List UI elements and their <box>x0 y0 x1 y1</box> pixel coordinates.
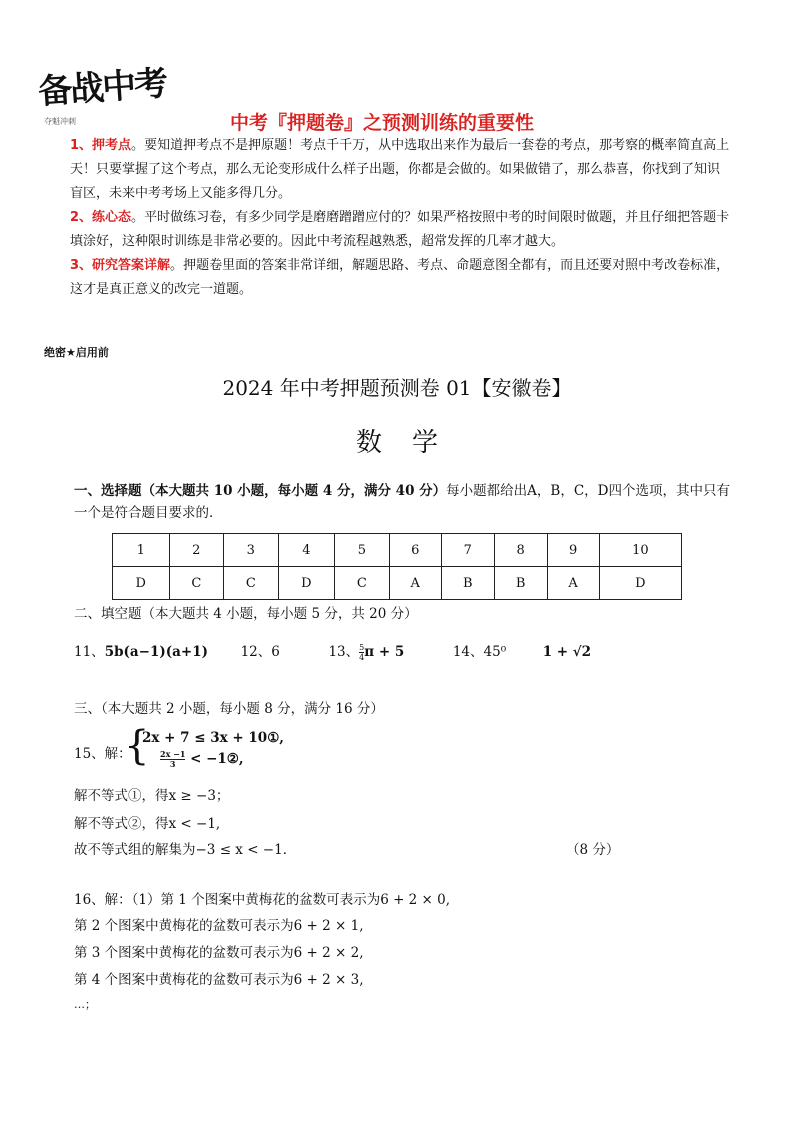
system-brace: { <box>124 723 150 769</box>
answer-cell: A <box>389 567 441 600</box>
question-number: 3 <box>224 534 279 567</box>
answer-cell: C <box>335 567 390 600</box>
answer-cell: D <box>278 567 335 600</box>
q16-line4: 第 4 个图案中黄梅花的盆数可表示为6 + 2 × 3, <box>74 972 364 988</box>
answer-cell: B <box>441 567 494 600</box>
q15-eq2 <box>160 750 244 769</box>
q14-answer-2: 1 + √2 <box>542 644 592 660</box>
intro-text: 要知道押考点不是押原题！考点千千万，从中选取出来作为最后一套卷的考点，那考察的概率简直高上天！只要掌握了这个考点，那么无论变形成什么样子出题，你都是会做的。如果做错了，那么恭喜，你找到了知识盲区，未来中考考场上又能多得几分。 <box>70 138 730 201</box>
intro-key: 2、练心态 <box>70 210 132 225</box>
q12-answer: 6 <box>271 644 280 660</box>
question-number: 10 <box>599 534 681 567</box>
answer-cell: B <box>494 567 547 600</box>
section3-lead-text: 三、（本大题共 2 小题，每小题 8 分，满分 16 分） <box>74 701 384 717</box>
q16-line2: 第 2 个图案中黄梅花的盆数可表示为6 + 2 × 1, <box>74 918 364 934</box>
question-number: 1 <box>113 534 170 567</box>
q15-label-text: 15、解： <box>74 746 132 762</box>
q16-line3: 第 3 个图案中黄梅花的盆数可表示为6 + 2 × 2, <box>74 945 364 961</box>
q13-numerator: 5 <box>359 643 365 652</box>
question-number: 5 <box>335 534 390 567</box>
section1-text: 每小题都给出A，B，C，D四个选项，其中只有一个是符合题目要求的． <box>74 483 730 521</box>
q13-label: 13、 <box>328 644 360 660</box>
q12-label: 12、 <box>240 644 272 660</box>
intro-key: 1、押考点 <box>70 138 132 153</box>
logo <box>37 60 188 126</box>
intro-item <box>70 134 730 206</box>
intro-item <box>70 254 730 302</box>
answer-cell: C <box>224 567 279 600</box>
intro-sep: 。 <box>131 210 145 225</box>
intro-block <box>70 134 730 302</box>
intro-sep: 。 <box>131 138 145 153</box>
q15-eq2-tail: < −1②, <box>190 751 244 767</box>
logo-subtitle: 夺魁冲刺 <box>44 117 76 126</box>
question-number: 6 <box>389 534 441 567</box>
section2-lead <box>74 602 418 622</box>
confidential-mark: 绝密★启用前 <box>44 346 109 359</box>
fill-answers <box>74 640 591 662</box>
section1-lead: 一、选择题（本大题共 10 小题，每小题 4 分，满分 40 分） <box>74 483 447 499</box>
q13-tail: π + 5 <box>364 644 405 660</box>
logo-text: 备战中考 <box>37 63 168 113</box>
question-number: 8 <box>494 534 547 567</box>
question-number: 2 <box>169 534 224 567</box>
intro-text: 平时做练习卷，有多少同学是磨磨蹭蹭应付的？如果严格按照中考的时间限时做题，并且仔细把答题卡填涂好，这种限时训练是非常必要的。因此中考流程越熟悉，超常发挥的几率才越大。 <box>70 210 730 249</box>
q13-denominator: 4 <box>359 653 365 662</box>
section3-lead <box>74 697 384 717</box>
answer-table-answers-row <box>113 567 682 600</box>
answer-cell: A <box>547 567 599 600</box>
intro-item <box>70 206 730 254</box>
answer-cell: D <box>113 567 170 600</box>
q15-line2: 解不等式②，得x < −1, <box>74 816 221 832</box>
q15-score: （8 分） <box>566 842 620 858</box>
banner-title: 中考『押题卷』之预测训练的重要性 <box>230 112 535 134</box>
q15-eq2-numerator: 2x −1 <box>160 749 186 759</box>
intro-text: 押题卷里面的答案非常详细，解题思路、考点、命题意图全都有，而且还要对照中考改卷标准，这才是真正意义的改完一道题。 <box>70 258 730 297</box>
question-number: 7 <box>441 534 494 567</box>
q15-line3: 故不等式组的解集为−3 ≤ x < −1． <box>74 842 297 858</box>
q16-line1: 16、解：（1）第 1 个图案中黄梅花的盆数可表示为6 + 2 × 0, <box>74 892 451 908</box>
q15-eq1: 2x + 7 ≤ 3x + 10①, <box>142 730 285 746</box>
q11-answer: 5b(a−1)(a+1) <box>104 644 208 660</box>
q15-eq2-fraction <box>160 750 185 769</box>
q15-line1: 解不等式①，得x ≥ −3； <box>74 788 230 804</box>
question-number: 4 <box>278 534 335 567</box>
intro-sep: 。 <box>170 258 184 273</box>
paper-title: 2024 年中考押题预测卷 01【安徽卷】 <box>222 376 572 400</box>
q14-label: 14、 <box>452 644 484 660</box>
section2-lead-text: 二、填空题（本大题共 4 小题，每小题 5 分，共 20 分） <box>74 606 418 622</box>
answer-cell: D <box>599 567 681 600</box>
answer-table <box>112 533 682 600</box>
section1-instructions <box>74 480 734 524</box>
question-number: 9 <box>547 534 599 567</box>
q15-eq2-denominator: 3 <box>169 759 176 769</box>
q11-label: 11、 <box>74 644 105 660</box>
q16-line5: …； <box>74 998 96 1011</box>
subject-title: 数学 <box>355 428 468 458</box>
answer-cell: C <box>169 567 224 600</box>
answer-table-numbers-row <box>113 534 682 567</box>
intro-key: 3、研究答案详解 <box>70 258 171 273</box>
q14-answer: 45⁰ <box>483 644 507 660</box>
